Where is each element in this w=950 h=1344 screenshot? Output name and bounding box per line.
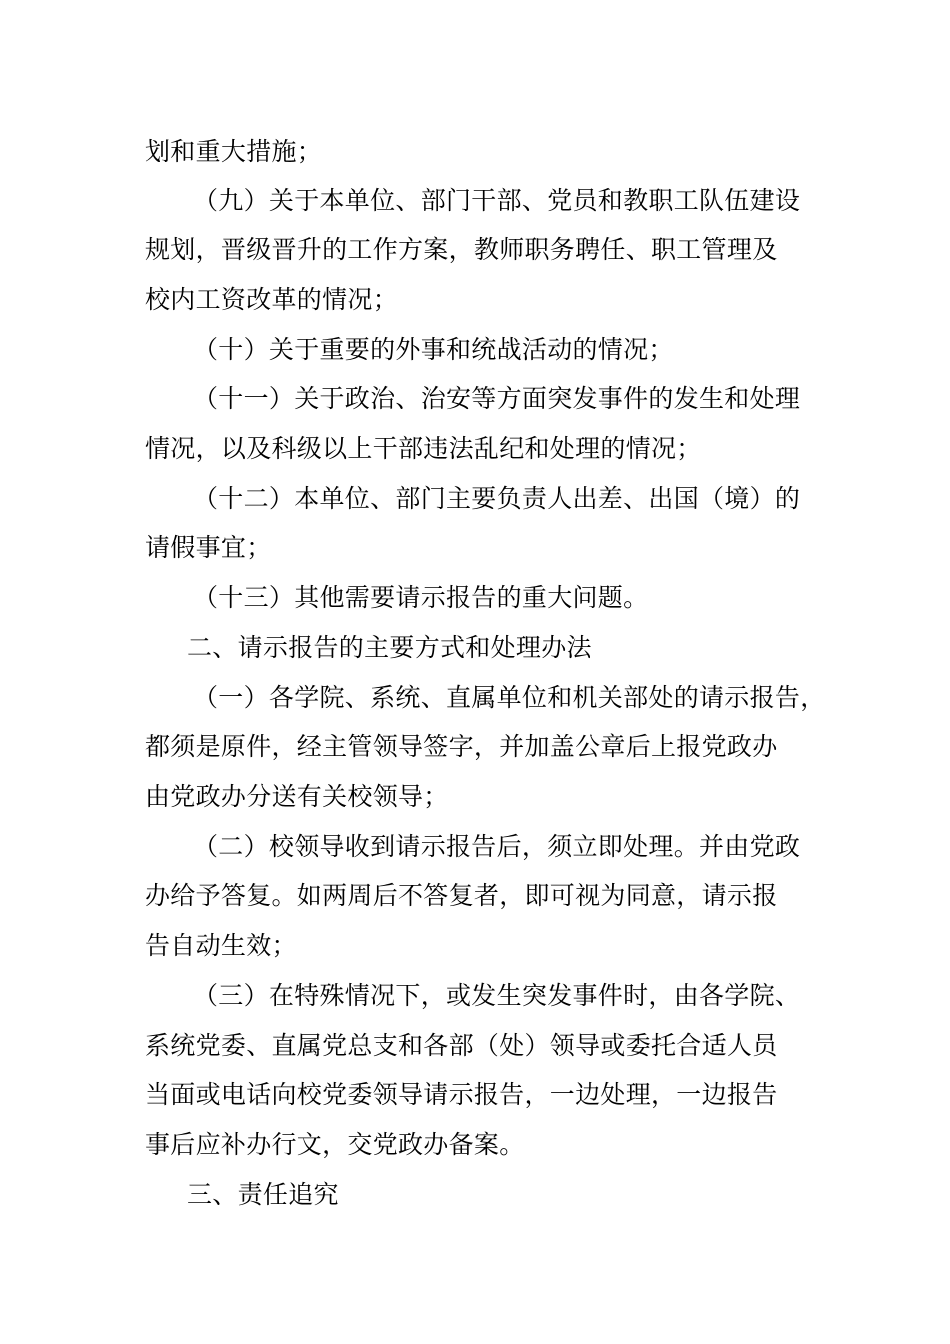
text-line-3: 规划，晋级晋升的工作方案，教师职务聘任、职工管理及 [145,235,778,264]
text-line-7: 情况，以及科级以上干部违法乱纪和处理的情况； [145,434,702,463]
section-heading-2: 二、请示报告的主要方式和处理办法 [187,633,592,662]
text-line-17: 告自动生效； [145,931,297,960]
text-line-5: （十）关于重要的外事和统战活动的情况； [193,335,674,364]
text-line-6: （十一）关于政治、治安等方面突发事件的发生和处理 [193,384,801,413]
text-line-16: 办给予答复。如两周后不答复者，即可视为同意，请示报 [145,881,778,910]
section-heading-3: 三、责任追究 [187,1180,339,1209]
text-line-13: 都须是原件，经主管领导签字，并加盖公章后上报党政办 [145,732,778,761]
text-line-21: 事后应补办行文，交党政办备案。 [145,1130,525,1159]
text-line-10: （十三）其他需要请示报告的重大问题。 [193,583,649,612]
text-line-18: （三）在特殊情况下，或发生突发事件时，由各学院、 [193,981,801,1010]
text-line-14: 由党政办分送有关校领导； [145,782,449,811]
text-line-2: （九）关于本单位、部门干部、党员和教职工队伍建设 [193,186,801,215]
text-line-20: 当面或电话向校党委领导请示报告，一边处理，一边报告 [145,1080,778,1109]
text-line-1: 划和重大措施； [145,137,323,166]
text-line-8: （十二）本单位、部门主要负责人出差、出国（境）的 [193,484,801,513]
text-line-19: 系统党委、直属党总支和各部（处）领导或委托合适人员 [145,1031,778,1060]
text-line-12: （一）各学院、系统、直属单位和机关部处的请示报告， [193,683,826,712]
text-line-15: （二）校领导收到请示报告后，须立即处理。并由党政 [193,832,801,861]
text-line-9: 请假事宜； [145,533,272,562]
text-line-4: 校内工资改革的情况； [145,285,399,314]
